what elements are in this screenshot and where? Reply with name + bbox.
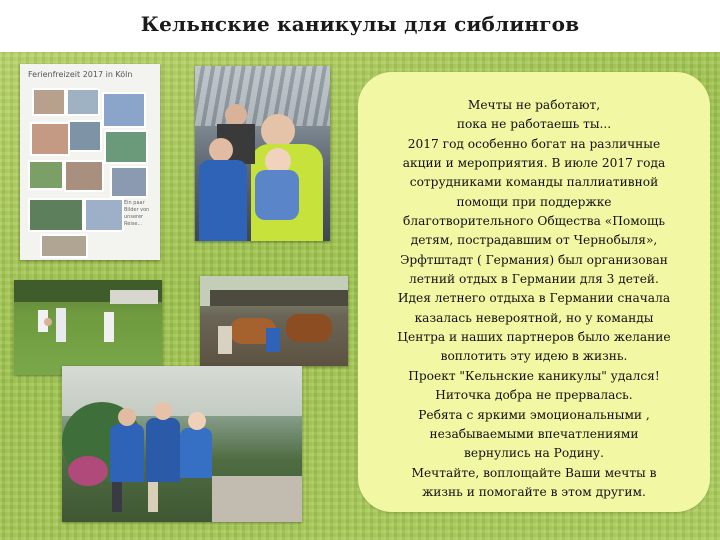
child-head	[154, 402, 172, 420]
ride-structure	[195, 66, 330, 126]
child-head	[118, 408, 136, 426]
child-jacket	[180, 428, 212, 478]
stable-roof	[210, 290, 348, 306]
poster-thumb	[102, 92, 146, 128]
child-legs	[148, 482, 158, 512]
football-field-photo	[14, 280, 162, 375]
path	[212, 476, 302, 522]
text-line: жизнь и помогайте в этом другим.	[422, 484, 646, 499]
text-line: сотрудниками команды паллиативной	[409, 175, 659, 190]
poster-thumb	[32, 88, 66, 116]
building	[110, 290, 158, 304]
text-panel	[358, 72, 710, 512]
player-head	[44, 318, 52, 326]
group-in-park-photo	[62, 366, 302, 522]
player	[56, 308, 66, 342]
poster-thumb	[104, 130, 148, 164]
text-line: Идея летнего отдыха в Германии сначала	[397, 291, 671, 306]
person	[218, 326, 232, 354]
child-legs	[112, 482, 122, 512]
text-line: летний отдых в Германии для 3 детей.	[409, 272, 659, 287]
flowers	[68, 456, 108, 486]
horse	[286, 314, 332, 342]
text-line: пока не работаешь ты...	[456, 117, 612, 132]
child	[266, 328, 280, 352]
text-line: детям, пострадавшим от Чернобыля»,	[410, 233, 658, 248]
text-line: акции и мероприятия. В июле 2017 года	[402, 156, 666, 171]
poster-thumb	[64, 160, 104, 192]
text-line: помощи при поддержке	[456, 194, 612, 209]
poster-thumb	[84, 198, 124, 232]
child-jacket	[110, 424, 144, 482]
text-line: Центра и наших партнеров было желание	[397, 330, 671, 345]
poster-header: Ferienfreizeit 2017 in Köln	[28, 70, 133, 79]
poster-caption: Ein paar Bilder von unserer Reise...	[124, 200, 150, 227]
poster-thumb	[110, 166, 148, 198]
poster-thumb	[66, 88, 100, 116]
text-line: Проект "Кельнские каникулы" удался!	[408, 368, 660, 383]
text-line: Ребята с яркими эмоциональными ,	[418, 407, 650, 422]
text-line: 2017 год особенно богат на различные	[407, 136, 661, 151]
text-line: благотворительного Общества «Помощь	[403, 214, 665, 229]
text-line: незабываемыми впечатлениями	[429, 426, 639, 441]
player	[104, 312, 114, 342]
poster-photo	[20, 64, 160, 260]
article-text	[364, 96, 704, 502]
page-title: Кельнские каникулы для сиблингов	[140, 12, 580, 36]
poster-thumb	[68, 120, 102, 152]
text-line: вернулись на Родину.	[464, 446, 604, 461]
text-line: Мечтайте, воплощайте Ваши мечты в	[411, 465, 657, 480]
child-head	[225, 104, 247, 126]
poster-thumb	[28, 160, 64, 190]
text-line: воплотить эту идею в жизнь.	[440, 349, 628, 364]
horses-stable-photo	[200, 276, 348, 366]
child-head	[188, 412, 206, 430]
children-with-man-photo	[195, 66, 330, 241]
child-jacket	[199, 160, 247, 241]
child-jacket	[255, 170, 299, 220]
child-jacket	[146, 418, 180, 482]
text-line: Ниточка добра не прервалась.	[435, 388, 633, 403]
text-line: Эрфтштадт ( Германия) был организован	[400, 252, 668, 267]
child-head	[209, 138, 233, 162]
man-head	[261, 114, 295, 148]
text-line: казалась невероятной, но у команды	[414, 310, 654, 325]
poster-thumb	[40, 234, 88, 258]
text-line: Мечты не работают,	[467, 98, 601, 112]
poster-thumb	[30, 122, 70, 156]
poster-thumb	[28, 198, 84, 232]
